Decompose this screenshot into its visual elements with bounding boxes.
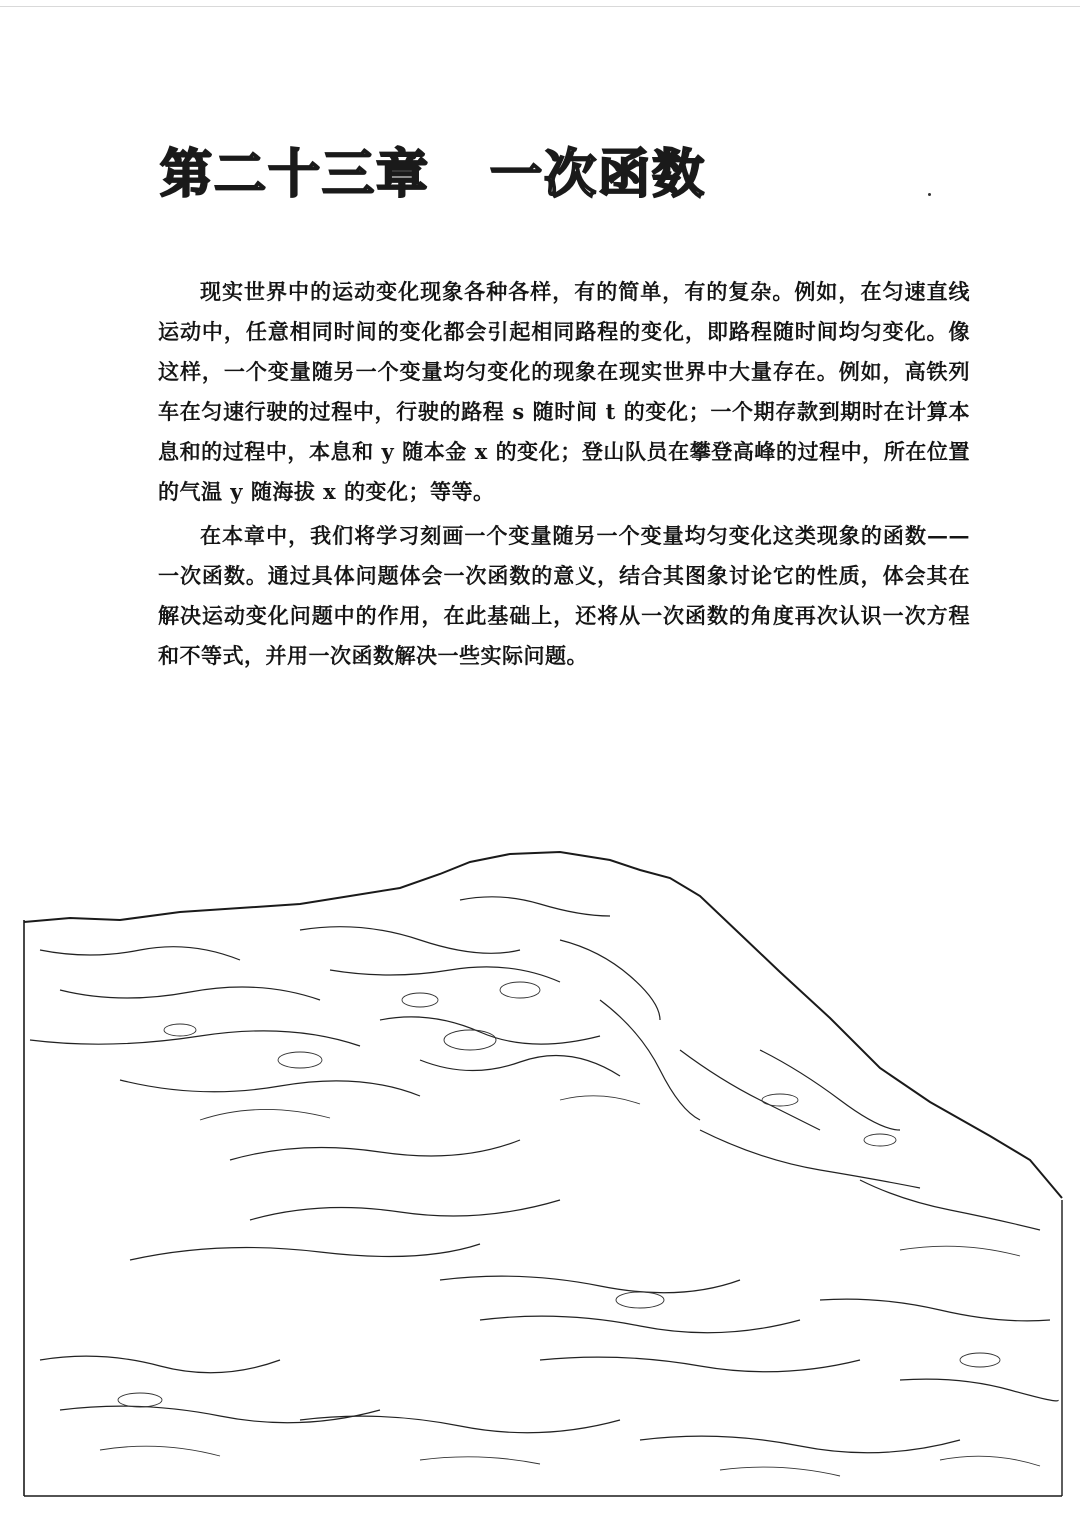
mountain-illustration (0, 800, 1080, 1528)
intro-paragraph-1: 现实世界中的运动变化现象各种各样，有的简单，有的复杂。例如，在匀速直线运动中，任意相同时间的变化都会引起相同路程的变化，即路程随时间均匀变化。像这样，一个变量随另一个变量均匀变化的现象在现实世界中大量存在。例如，高铁列车在匀速行驶的过程中，行驶的路程 s 随时间 t 的变化；一个期存款到期时在计算本息和的过程中，本息和 y 随本金 x 的变化；登山队员在攀登高峰的过程中，所在位置的气温 y 随海拔 x 的变化；等等。 (158, 279, 970, 504)
intro-paragraph-2: 在本章中，我们将学习刻画一个变量随另一个变量均匀变化这类现象的函数——一次函数。通过具体问题体会一次函数的意义，结合其图象讨论它的性质，体会其在解决运动变化问题中的作用，在此基础上，还将从一次函数的角度再次认识一次方程和不等式，并用一次函数解决一些实际问题。 (158, 523, 970, 668)
illustration-background (0, 800, 1080, 1528)
chapter-title (160, 132, 706, 207)
chapter-number: 第二十三章 (160, 145, 431, 205)
top-rule (0, 6, 1080, 7)
chapter-name: 一次函数 (490, 145, 707, 205)
scan-speck (928, 193, 931, 196)
chapter-intro (158, 272, 970, 680)
